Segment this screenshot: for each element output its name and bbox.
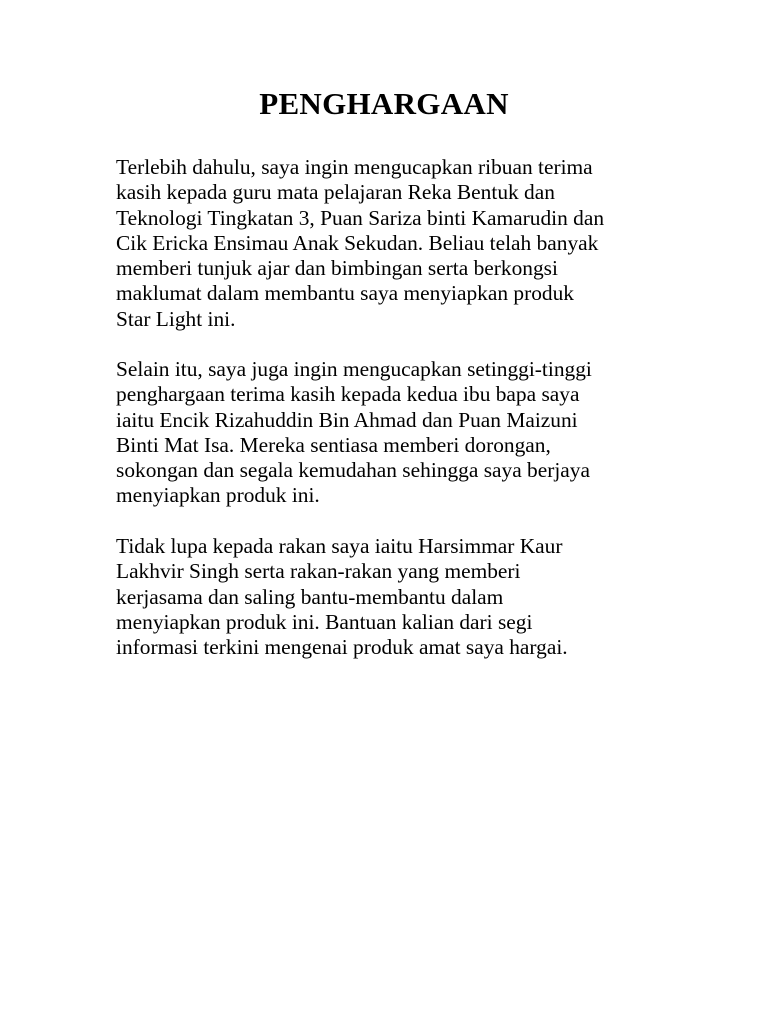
paragraph-line: informasi terkini mengenai produk amat saya hargai. (116, 635, 568, 660)
paragraph-line: Selain itu, saya juga ingin mengucapkan setinggi-tinggi (116, 357, 592, 381)
paragraph-line: menyiapkan produk ini. Bantuan kalian dari segi (116, 609, 533, 634)
paragraph-line: penghargaan terima kasih kepada kedua ibu bapa saya (116, 382, 580, 407)
paragraph-line: kerjasama dan saling bantu-membantu dalam (116, 584, 504, 609)
paragraph-line: Terlebih dahulu, saya ingin mengucapkan ribuan terima (116, 155, 593, 179)
paragraph-1 (116, 155, 656, 332)
paragraph-line: maklumat dalam membantu saya menyiapkan produk (116, 281, 574, 306)
paragraph-line: memberi tunjuk ajar dan bimbingan serta berkongsi (116, 256, 558, 281)
paragraph-line: sokongan dan segala kemudahan sehingga saya berjaya (116, 458, 590, 483)
paragraph-line: Teknologi Tingkatan 3, Puan Sariza binti Kamarudin dan (116, 205, 605, 230)
paragraph-line: Cik Ericka Ensimau Anak Sekudan. Beliau telah banyak (116, 230, 599, 255)
paragraph-3 (116, 534, 656, 660)
paragraph-line: menyiapkan produk ini. (116, 483, 320, 508)
paragraph-line: kasih kepada guru mata pelajaran Reka Bentuk dan (116, 180, 555, 205)
paragraph-line: iaitu Encik Rizahuddin Bin Ahmad dan Puan Maizuni (116, 407, 578, 432)
paragraph-line: Binti Mat Isa. Mereka sentiasa memberi dorongan, (116, 432, 551, 457)
page-title: PENGHARGAAN (259, 86, 509, 121)
paragraph-line: Lakhvir Singh serta rakan-rakan yang memberi (116, 559, 521, 584)
paragraph-2 (116, 357, 656, 509)
paragraph-line: Star Light ini. (116, 306, 236, 331)
paragraph-line: Tidak lupa kepada rakan saya iaitu Harsimmar Kaur (116, 534, 563, 558)
